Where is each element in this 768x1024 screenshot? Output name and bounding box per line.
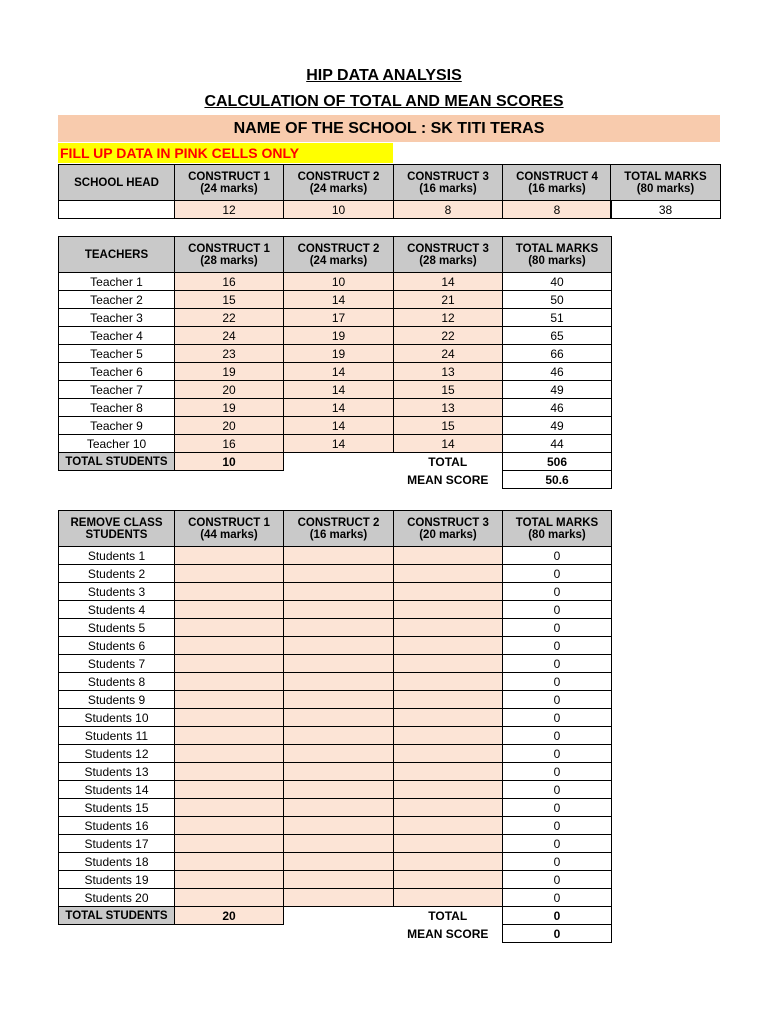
header-construct-2: CONSTRUCT 2 (24 marks): [284, 237, 394, 273]
report-subtitle: CALCULATION OF TOTAL AND MEAN SCORES: [204, 93, 564, 110]
input-cell[interactable]: [284, 565, 394, 583]
fill-instruction: FILL UP DATA IN PINK CELLS ONLY: [58, 143, 393, 163]
header-construct-3: CONSTRUCT 3 (16 marks): [394, 165, 503, 201]
table-row: [59, 889, 612, 907]
input-cell[interactable]: 15: [175, 291, 284, 309]
input-cell[interactable]: [175, 655, 284, 673]
teacher-name: Teacher 2: [59, 291, 175, 309]
row-total: 0: [503, 727, 612, 745]
student-name: Students 16: [59, 817, 175, 835]
row-total: 0: [503, 835, 612, 853]
input-cell[interactable]: [394, 601, 503, 619]
row-total: 0: [503, 871, 612, 889]
school-name-bar: NAME OF THE SCHOOL : SK TITI TERAS: [58, 115, 720, 142]
input-cell[interactable]: [394, 853, 503, 871]
input-cell[interactable]: 19: [284, 345, 394, 363]
input-cell[interactable]: [175, 817, 284, 835]
table-row: [59, 417, 612, 435]
mean-score-label: MEAN SCORE: [407, 472, 489, 487]
table-row: [59, 547, 612, 565]
report-title: HIP DATA ANALYSIS: [306, 67, 462, 84]
input-cell[interactable]: 21: [394, 291, 503, 309]
row-total: 0: [503, 673, 612, 691]
row-total: 0: [503, 601, 612, 619]
input-cell[interactable]: 12: [394, 309, 503, 327]
input-cell[interactable]: [284, 655, 394, 673]
input-cell[interactable]: [175, 727, 284, 745]
input-cell[interactable]: [284, 889, 394, 907]
input-cell[interactable]: [284, 763, 394, 781]
row-total: 0: [503, 709, 612, 727]
student-name: Students 6: [59, 637, 175, 655]
input-cell[interactable]: [284, 547, 394, 565]
teacher-name: Teacher 3: [59, 309, 175, 327]
teacher-name: Teacher 7: [59, 381, 175, 399]
student-name: Students 5: [59, 619, 175, 637]
input-cell[interactable]: [284, 709, 394, 727]
student-name: Students 15: [59, 799, 175, 817]
input-cell[interactable]: 14: [394, 273, 503, 291]
table-row: [59, 673, 612, 691]
header-construct-1: CONSTRUCT 1 (28 marks): [175, 237, 284, 273]
row-total: 0: [503, 637, 612, 655]
table-row: [59, 727, 612, 745]
table-row: [59, 619, 612, 637]
input-cell[interactable]: [175, 583, 284, 601]
student-name: Students 10: [59, 709, 175, 727]
input-cell[interactable]: 22: [394, 327, 503, 345]
mean-score-label: MEAN SCORE: [407, 926, 489, 941]
student-name: Students 19: [59, 871, 175, 889]
student-name: Students 18: [59, 853, 175, 871]
row-total: 44: [503, 435, 612, 453]
teacher-name: Teacher 10: [59, 435, 175, 453]
school-head-name-cell[interactable]: [59, 201, 175, 219]
input-cell[interactable]: [175, 781, 284, 799]
input-cell[interactable]: [284, 817, 394, 835]
input-cell[interactable]: [175, 673, 284, 691]
school-head-total-table: [610, 164, 721, 219]
table-row: [59, 817, 612, 835]
input-cell[interactable]: [284, 673, 394, 691]
input-cell[interactable]: [394, 565, 503, 583]
input-cell[interactable]: [394, 547, 503, 565]
input-cell[interactable]: 14: [284, 399, 394, 417]
input-cell[interactable]: [284, 799, 394, 817]
table-row: [59, 435, 612, 453]
input-cell[interactable]: 14: [284, 417, 394, 435]
row-total: 0: [503, 583, 612, 601]
table-row: [59, 583, 612, 601]
header-construct-4: CONSTRUCT 4 (16 marks): [503, 165, 612, 201]
table-row: [59, 381, 612, 399]
input-cell[interactable]: 19: [175, 363, 284, 381]
input-cell[interactable]: [175, 889, 284, 907]
student-name: Students 14: [59, 781, 175, 799]
students-table: [58, 510, 612, 943]
input-cell[interactable]: 23: [175, 345, 284, 363]
table-row: [59, 273, 612, 291]
input-cell[interactable]: 15: [394, 417, 503, 435]
row-total: 0: [503, 781, 612, 799]
table-row: [59, 835, 612, 853]
row-total: 0: [503, 799, 612, 817]
student-name: Students 7: [59, 655, 175, 673]
student-name: Students 1: [59, 547, 175, 565]
input-cell[interactable]: [175, 799, 284, 817]
input-cell[interactable]: [394, 763, 503, 781]
header-construct-1: CONSTRUCT 1 (44 marks): [175, 511, 284, 547]
input-cell[interactable]: 14: [284, 435, 394, 453]
teacher-name: Teacher 1: [59, 273, 175, 291]
input-cell[interactable]: [284, 871, 394, 889]
row-total: 0: [503, 655, 612, 673]
teacher-name: Teacher 6: [59, 363, 175, 381]
teachers-label: TEACHERS: [59, 237, 175, 273]
school-head-label: SCHOOL HEAD: [59, 165, 175, 201]
header-construct-1: CONSTRUCT 1 (24 marks): [175, 165, 284, 201]
input-cell[interactable]: [394, 637, 503, 655]
input-cell[interactable]: [284, 835, 394, 853]
input-cell[interactable]: [394, 583, 503, 601]
row-total: 0: [503, 619, 612, 637]
input-cell[interactable]: 14: [284, 363, 394, 381]
table-row: [59, 871, 612, 889]
student-name: Students 8: [59, 673, 175, 691]
input-cell[interactable]: [394, 655, 503, 673]
teacher-name: Teacher 5: [59, 345, 175, 363]
input-cell[interactable]: [394, 835, 503, 853]
table-row: [59, 763, 612, 781]
row-total: 0: [503, 565, 612, 583]
total-value: 0: [503, 907, 612, 925]
total-students-value[interactable]: 20: [175, 907, 284, 925]
input-cell[interactable]: [394, 781, 503, 799]
row-total: 0: [503, 763, 612, 781]
table-row: [59, 363, 612, 381]
student-name: Students 9: [59, 691, 175, 709]
input-cell[interactable]: [394, 709, 503, 727]
row-total: 0: [503, 853, 612, 871]
input-cell[interactable]: [394, 871, 503, 889]
row-total: 0: [503, 691, 612, 709]
header-construct-3: CONSTRUCT 3 (28 marks): [394, 237, 503, 273]
total-students-label: TOTAL STUDENTS: [59, 907, 175, 925]
input-cell[interactable]: [394, 619, 503, 637]
input-cell[interactable]: 24: [175, 327, 284, 345]
input-cell[interactable]: [284, 691, 394, 709]
header-total-marks: TOTAL MARKS (80 marks): [611, 165, 721, 201]
input-cell[interactable]: 16: [175, 435, 284, 453]
row-total: 46: [503, 399, 612, 417]
input-cell[interactable]: [175, 547, 284, 565]
input-cell[interactable]: 12: [175, 201, 284, 219]
header-construct-3: CONSTRUCT 3 (20 marks): [394, 511, 503, 547]
table-row: [59, 327, 612, 345]
input-cell[interactable]: 22: [175, 309, 284, 327]
input-cell[interactable]: 19: [284, 327, 394, 345]
input-cell[interactable]: [284, 853, 394, 871]
student-name: Students 13: [59, 763, 175, 781]
input-cell[interactable]: [394, 727, 503, 745]
input-cell[interactable]: 20: [175, 381, 284, 399]
input-cell[interactable]: [175, 745, 284, 763]
student-name: Students 11: [59, 727, 175, 745]
input-cell[interactable]: 8: [394, 201, 503, 219]
input-cell[interactable]: [175, 709, 284, 727]
student-name: Students 12: [59, 745, 175, 763]
table-row: [59, 799, 612, 817]
input-cell[interactable]: [284, 619, 394, 637]
input-cell[interactable]: 10: [284, 201, 394, 219]
input-cell[interactable]: [284, 745, 394, 763]
input-cell[interactable]: 14: [394, 435, 503, 453]
row-total: 0: [503, 547, 612, 565]
teacher-name: Teacher 4: [59, 327, 175, 345]
row-total: 0: [503, 889, 612, 907]
header-total-marks: TOTAL MARKS (80 marks): [503, 237, 612, 273]
mean-score-value: 0: [503, 925, 612, 943]
header-construct-2: CONSTRUCT 2 (16 marks): [284, 511, 394, 547]
teacher-name: Teacher 9: [59, 417, 175, 435]
teacher-name: Teacher 8: [59, 399, 175, 417]
header-total-marks: TOTAL MARKS (80 marks): [503, 511, 612, 547]
school-head-table: [58, 164, 612, 219]
input-cell[interactable]: 14: [284, 381, 394, 399]
row-total: 0: [503, 817, 612, 835]
row-total: 0: [503, 745, 612, 763]
row-total: 40: [503, 273, 612, 291]
mean-score-value: 50.6: [503, 471, 612, 489]
input-cell[interactable]: [284, 781, 394, 799]
total-students-label: TOTAL STUDENTS: [59, 453, 175, 471]
student-name: Students 4: [59, 601, 175, 619]
table-row: [59, 781, 612, 799]
input-cell[interactable]: 15: [394, 381, 503, 399]
input-cell[interactable]: [175, 601, 284, 619]
student-name: Students 17: [59, 835, 175, 853]
input-cell[interactable]: [284, 637, 394, 655]
teachers-table: [58, 236, 612, 489]
row-total: 50: [503, 291, 612, 309]
input-cell[interactable]: [175, 637, 284, 655]
table-row: [59, 691, 612, 709]
input-cell[interactable]: 10: [284, 273, 394, 291]
table-row: [59, 709, 612, 727]
input-cell[interactable]: [394, 799, 503, 817]
input-cell[interactable]: 14: [284, 291, 394, 309]
input-cell[interactable]: [175, 835, 284, 853]
row-total: 51: [503, 309, 612, 327]
input-cell[interactable]: 16: [175, 273, 284, 291]
row-total: 49: [503, 381, 612, 399]
input-cell[interactable]: [284, 583, 394, 601]
header-construct-2: CONSTRUCT 2 (24 marks): [284, 165, 394, 201]
input-cell[interactable]: [394, 817, 503, 835]
input-cell[interactable]: [394, 745, 503, 763]
input-cell[interactable]: [175, 619, 284, 637]
input-cell[interactable]: [284, 727, 394, 745]
school-head-total-value: 38: [611, 201, 721, 219]
input-cell[interactable]: 8: [503, 201, 612, 219]
student-name: Students 20: [59, 889, 175, 907]
input-cell[interactable]: 20: [175, 417, 284, 435]
table-row: [59, 637, 612, 655]
student-name: Students 2: [59, 565, 175, 583]
row-total: 46: [503, 363, 612, 381]
table-row: [59, 309, 612, 327]
table-row: [59, 565, 612, 583]
total-students-value[interactable]: 10: [175, 453, 284, 471]
table-row: [59, 601, 612, 619]
input-cell[interactable]: [394, 889, 503, 907]
input-cell[interactable]: [175, 853, 284, 871]
input-cell[interactable]: [175, 691, 284, 709]
table-row: [59, 853, 612, 871]
input-cell[interactable]: 17: [284, 309, 394, 327]
table-row: [59, 745, 612, 763]
total-value: 506: [503, 453, 612, 471]
table-row: [59, 399, 612, 417]
row-total: 65: [503, 327, 612, 345]
row-total: 49: [503, 417, 612, 435]
table-row: [59, 655, 612, 673]
input-cell[interactable]: [284, 601, 394, 619]
table-row: [59, 291, 612, 309]
input-cell[interactable]: [394, 673, 503, 691]
input-cell[interactable]: [175, 565, 284, 583]
input-cell[interactable]: [175, 763, 284, 781]
students-label: REMOVE CLASS STUDENTS: [59, 511, 175, 547]
input-cell[interactable]: 19: [175, 399, 284, 417]
input-cell[interactable]: 13: [394, 363, 503, 381]
input-cell[interactable]: [394, 691, 503, 709]
student-name: Students 3: [59, 583, 175, 601]
input-cell[interactable]: 13: [394, 399, 503, 417]
total-label: TOTAL: [428, 454, 468, 469]
input-cell[interactable]: [175, 871, 284, 889]
row-total: 66: [503, 345, 612, 363]
table-row: [59, 345, 612, 363]
total-label: TOTAL: [428, 908, 468, 923]
input-cell[interactable]: 24: [394, 345, 503, 363]
